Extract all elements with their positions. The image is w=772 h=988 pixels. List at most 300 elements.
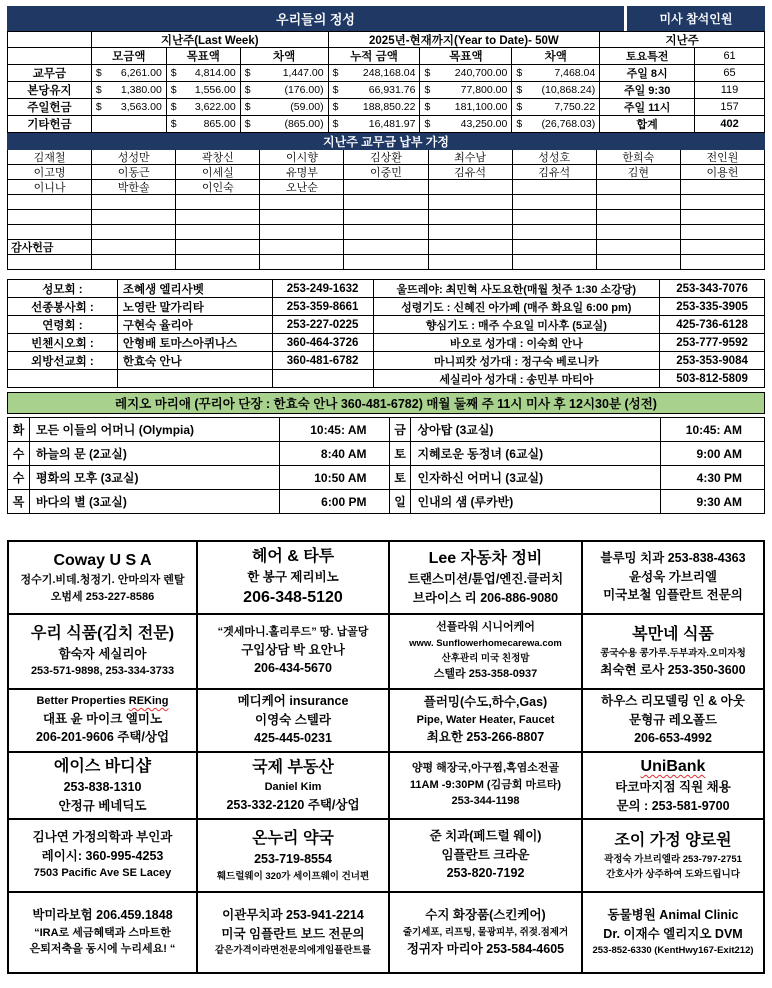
ad-line: 국제 부동산 xyxy=(252,758,334,776)
donor-cell xyxy=(513,195,597,210)
schedule-day: 금 xyxy=(390,418,412,442)
offering-row xyxy=(8,65,765,82)
donors-grid xyxy=(7,150,765,270)
ad-cell xyxy=(9,542,198,615)
subheader-cell: 누적 금액 xyxy=(329,48,421,65)
donor-cell xyxy=(92,255,176,270)
dollar-sign: $ xyxy=(424,118,431,130)
ad-line: 온누리 약국 xyxy=(252,829,334,847)
schedule-time: 10:45: AM xyxy=(661,418,765,442)
ad-line: 한 봉구 제리비노 xyxy=(247,569,339,584)
ad-line: 253-332-2120 주택/상업 xyxy=(226,797,360,812)
dollar-sign: $ xyxy=(332,101,339,113)
dollar-sign: $ xyxy=(424,101,431,113)
donor-cell xyxy=(344,225,428,240)
ad-line: 문형규 레오폴드 xyxy=(629,712,717,727)
donor-cell xyxy=(344,180,428,195)
ad-line: 동물병원 Animal Clinic xyxy=(607,908,739,923)
amount-cell xyxy=(420,65,512,82)
dollar-sign: $ xyxy=(424,67,431,79)
ad-cell xyxy=(390,542,583,615)
ad-cell xyxy=(583,690,763,753)
donor-cell xyxy=(513,240,597,255)
contact-right-phone: 425-736-6128 xyxy=(660,316,765,334)
dollar-sign: $ xyxy=(424,84,431,96)
dollar-sign: $ xyxy=(95,67,102,79)
amount-value: 4,814.00 xyxy=(194,67,236,79)
donor-cell: 김유석 xyxy=(513,165,597,180)
schedule-time: 6:00 PM xyxy=(280,490,390,514)
ad-line: 이관무치과 253-941-2214 xyxy=(222,908,364,923)
ad-line: 박미라보험 206.459.1848 xyxy=(32,908,173,923)
donor-cell: 김유석 xyxy=(429,165,513,180)
ad-cell xyxy=(198,893,390,972)
dollar-sign: $ xyxy=(244,101,251,113)
amount-value: 188,850.22 xyxy=(362,101,416,113)
contact-person: 구현숙 율리아 xyxy=(118,316,273,334)
ad-line: 구입상담 박 요안나 xyxy=(241,642,345,657)
amount-value: 181,100.00 xyxy=(454,101,508,113)
ad-line: 브라이스 리 206-886-9080 xyxy=(412,590,559,605)
dollar-sign: $ xyxy=(170,67,177,79)
ad-line: 타코마지점 직원 채용 xyxy=(615,779,731,794)
amount-value: 248,168.04 xyxy=(362,67,416,79)
contact-person: 안형배 토마스아퀴나스 xyxy=(118,334,273,352)
amount-cell xyxy=(92,116,167,133)
contact-person: 노영란 말가리타 xyxy=(118,298,273,316)
dollar-sign: $ xyxy=(516,67,523,79)
donor-cell xyxy=(176,255,260,270)
donor-cell: 김재철 xyxy=(8,150,92,165)
ad-line: 253-719-8554 xyxy=(254,851,332,866)
contact-right-phone: 253-777-9592 xyxy=(660,334,765,352)
donor-cell xyxy=(681,240,765,255)
amount-cell xyxy=(512,116,600,133)
dollar-sign: $ xyxy=(95,101,102,113)
donor-cell: 이고명 xyxy=(8,165,92,180)
amount-value: 66,931.76 xyxy=(368,84,416,96)
amount-cell xyxy=(512,65,600,82)
amount-cell xyxy=(420,82,512,99)
ad-line: 스텔라 253-358-0937 xyxy=(433,667,538,680)
ads-grid xyxy=(7,540,765,974)
contact-phone: 253-227-0225 xyxy=(273,316,374,334)
amount-cell xyxy=(329,99,421,116)
donor-cell xyxy=(92,210,176,225)
schedule-time: 10:50 AM xyxy=(280,466,390,490)
donor-cell: 이용헌 xyxy=(681,165,765,180)
ad-line: Coway U S A xyxy=(53,551,152,569)
ad-line: 줄기세포, 리프팅, 물광피부, 쥐젖.점제거 xyxy=(402,926,569,938)
ad-line: 준 치과(페드럴 웨이) xyxy=(429,829,542,844)
donor-cell xyxy=(8,225,92,240)
contact-right-info: 성령기도 : 신혜진 아가페 (매주 화요일 6:00 pm) xyxy=(374,298,661,316)
ad-line: 산후관리 미국 친정맘 xyxy=(441,653,530,664)
contact-row xyxy=(8,298,765,316)
ad-line: 대표 윤 마이크 엘미노 xyxy=(42,711,163,726)
ad-cell xyxy=(390,893,583,972)
amount-cell xyxy=(329,65,421,82)
amount-value: 240,700.00 xyxy=(454,67,508,79)
schedule-name: 하늘의 문 (2교실) xyxy=(30,442,280,466)
amount-value: 1,380.00 xyxy=(120,84,162,96)
donor-cell: 전인원 xyxy=(681,150,765,165)
ad-line: 수지 화장품(스킨케어) xyxy=(425,908,546,923)
ad-cell xyxy=(198,690,390,753)
ad-cell xyxy=(198,820,390,893)
amount-cell xyxy=(420,99,512,116)
donor-cell: 최수남 xyxy=(429,150,513,165)
ad-line: 253-820-7192 xyxy=(446,866,525,881)
donor-cell xyxy=(260,255,344,270)
contacts-table xyxy=(7,279,765,388)
donor-cell xyxy=(8,195,92,210)
amount-value: 7,468.04 xyxy=(554,67,596,79)
amount-value: (26,768.03) xyxy=(541,118,596,130)
ad-line: “IRA로 세금혜택과 스마트한 xyxy=(34,926,171,939)
contact-org: 연령회 : xyxy=(8,316,118,334)
amount-value: 1,556.00 xyxy=(194,84,236,96)
donor-cell xyxy=(681,195,765,210)
ad-line: 문의 : 253-581-9700 xyxy=(616,798,730,813)
ad-cell xyxy=(198,542,390,615)
donor-cell xyxy=(681,255,765,270)
ad-line: 206-348-5120 xyxy=(243,589,343,607)
subheader-cell: 모금액 xyxy=(92,48,167,65)
ad-line: 메디케어 insurance xyxy=(237,694,349,708)
ad-line: 복만네 식품 xyxy=(632,625,714,643)
contact-phone: 253-359-8661 xyxy=(273,298,374,316)
ad-cell xyxy=(9,820,198,893)
amount-cell xyxy=(241,116,329,133)
ad-line: www. Sunflowerhomecarewa.com xyxy=(409,638,562,650)
ad-line: 정수기.비데.청정기. 안마의자 렌탈 xyxy=(20,573,185,586)
ad-cell xyxy=(390,820,583,893)
ad-line: 우리 식품(김치 전문) xyxy=(30,624,175,642)
contact-phone: 360-464-3726 xyxy=(273,334,374,352)
amount-cell xyxy=(420,116,512,133)
ad-line: 트랜스미션/튠업/엔진.클러치 xyxy=(407,571,564,586)
ad-line: 253-571-9898, 253-334-3733 xyxy=(30,665,175,678)
schedule-table xyxy=(7,417,765,514)
ad-line: 콩국수용 콩가루.두부과자.오미자청 xyxy=(600,647,746,659)
donor-cell xyxy=(176,240,260,255)
ad-line-wavy: REKing xyxy=(128,694,169,707)
schedule-row xyxy=(8,466,765,490)
attendance-count: 402 xyxy=(695,116,765,133)
dollar-sign: $ xyxy=(244,84,251,96)
schedule-name: 상아탑 (3교실) xyxy=(411,418,661,442)
offering-row-label: 기타헌금 xyxy=(8,116,92,133)
schedule-time: 9:30 AM xyxy=(661,490,765,514)
group-header-ytd: 2025년-현재까지(Year to Date)- 50W xyxy=(329,32,601,48)
contact-org: 빈첸시오회 : xyxy=(8,334,118,352)
amount-cell xyxy=(512,99,600,116)
ad-cell xyxy=(9,615,198,690)
donor-cell xyxy=(344,195,428,210)
donor-cell xyxy=(597,240,681,255)
ad-line: 윤성욱 가브리엘 xyxy=(629,569,717,584)
ad-line: 미국보철 임플란트 전문의 xyxy=(603,588,743,603)
schedule-name: 지혜로운 동정녀 (6교실) xyxy=(411,442,661,466)
ad-line: Pipe, Water Heater, Faucet xyxy=(416,713,555,726)
contact-org xyxy=(8,370,118,388)
dollar-sign: $ xyxy=(170,101,177,113)
donor-cell xyxy=(681,180,765,195)
schedule-row xyxy=(8,442,765,466)
ad-line: 253-852-6330 (KentHwy167-Exit212) xyxy=(592,945,754,957)
amount-cell xyxy=(241,82,329,99)
amount-cell xyxy=(167,99,241,116)
donor-cell xyxy=(429,255,513,270)
donor-cell: 한희숙 xyxy=(597,150,681,165)
offering-row-label: 주일헌금 xyxy=(8,99,92,116)
amount-cell xyxy=(241,65,329,82)
ad-line: 선플라워 시니어케어 xyxy=(436,621,535,634)
amount-value: (865.00) xyxy=(284,118,324,130)
offering-subheader-row xyxy=(8,48,765,65)
ad-cell xyxy=(9,753,198,820)
donor-cell xyxy=(260,225,344,240)
schedule-row xyxy=(8,418,765,442)
schedule-time: 10:45: AM xyxy=(280,418,390,442)
amount-cell xyxy=(329,82,421,99)
donor-cell xyxy=(344,240,428,255)
contact-phone xyxy=(273,370,374,388)
donor-cell: 감사헌금 xyxy=(8,240,92,255)
donor-cell: 이니나 xyxy=(8,180,92,195)
contact-right-phone: 253-353-9084 xyxy=(660,352,765,370)
amount-value: 7,750.22 xyxy=(554,101,596,113)
donor-cell xyxy=(513,255,597,270)
ad-line xyxy=(641,757,706,777)
ad-line: Daniel Kim xyxy=(264,780,322,793)
amount-cell xyxy=(241,99,329,116)
ad-line: 헤어 & 타투 xyxy=(251,547,335,565)
ad-line: 김나연 가정의학과 부인과 xyxy=(32,830,173,845)
donor-cell: 이세실 xyxy=(176,165,260,180)
ad-cell xyxy=(583,893,763,972)
ad-line: 오범세 253-227-8586 xyxy=(50,590,155,603)
ad-line: 에이스 바디샵 xyxy=(53,757,152,775)
donor-cell xyxy=(429,225,513,240)
attendance-count: 65 xyxy=(695,65,765,82)
donor-cell xyxy=(429,210,513,225)
schedule-time: 4:30 PM xyxy=(661,466,765,490)
offering-row-label: 교무금 xyxy=(8,65,92,82)
donor-cell xyxy=(8,255,92,270)
contact-org: 성모회 : xyxy=(8,280,118,298)
donor-cell xyxy=(92,240,176,255)
donor-cell xyxy=(597,180,681,195)
dollar-sign: $ xyxy=(516,84,523,96)
dollar-sign: $ xyxy=(332,84,339,96)
dollar-sign: $ xyxy=(244,118,251,130)
donor-cell: 김상환 xyxy=(344,150,428,165)
schedule-row xyxy=(8,490,765,514)
ad-line: 11AM -9:30PM (김금회 마르타) xyxy=(409,778,562,791)
amount-value: 6,261.00 xyxy=(120,67,162,79)
amount-value: 3,563.00 xyxy=(120,101,162,113)
ad-line: 함숙자 세실리아 xyxy=(58,646,147,661)
offering-group-header-row xyxy=(8,32,765,48)
donor-cell xyxy=(513,180,597,195)
amount-value: 3,622.00 xyxy=(194,101,236,113)
contact-right-phone: 253-335-3905 xyxy=(660,298,765,316)
ad-line: 미국 임플란트 보드 전문의 xyxy=(221,926,365,941)
offering-row xyxy=(8,116,765,133)
attendance-count: 61 xyxy=(695,48,765,65)
ad-cell xyxy=(198,753,390,820)
ad-line: 253-344-1198 xyxy=(451,795,520,808)
ad-line: 425-445-0231 xyxy=(254,731,332,746)
contact-row xyxy=(8,370,765,388)
donor-cell xyxy=(429,195,513,210)
dollar-sign: $ xyxy=(170,118,177,130)
donor-cell: 이중민 xyxy=(344,165,428,180)
offering-rows xyxy=(8,65,765,133)
amount-value: (59.00) xyxy=(290,101,324,113)
schedule-time: 9:00 AM xyxy=(661,442,765,466)
donor-cell xyxy=(597,195,681,210)
group-header-attendance: 지난주 xyxy=(600,32,765,48)
donor-cell: 이시향 xyxy=(260,150,344,165)
ad-line: 최숙현 로사 253-350-3600 xyxy=(600,662,746,677)
donor-cell: 오난순 xyxy=(260,180,344,195)
offering-title: 우리들의 정성 xyxy=(7,6,627,31)
subheader-cell: 목표액 xyxy=(420,48,512,65)
dollar-sign: $ xyxy=(332,67,339,79)
schedule-name: 바다의 별 (3교실) xyxy=(30,490,280,514)
group-header-lastweek: 지난주(Last Week) xyxy=(92,32,329,48)
donor-cell: 성성호 xyxy=(513,150,597,165)
offering-title-row xyxy=(7,6,765,31)
ad-line: 206-434-5670 xyxy=(254,661,332,676)
contact-right-phone: 253-343-7076 xyxy=(660,280,765,298)
amount-value: 43,250.00 xyxy=(460,118,508,130)
donor-cell: 곽창신 xyxy=(176,150,260,165)
attendance-label: 토요특전 xyxy=(600,48,695,65)
donor-cell xyxy=(597,255,681,270)
amount-value: (10,868.24) xyxy=(541,84,596,96)
donor-cell xyxy=(429,180,513,195)
ad-line: 은퇴저축을 동시에 누리세요! “ xyxy=(29,943,176,956)
ad-line: Better Properties REKing xyxy=(36,694,169,707)
donor-cell xyxy=(429,240,513,255)
contact-right-info: 마니피캇 성가대 : 정구숙 베로니카 xyxy=(374,352,661,370)
dollar-sign: $ xyxy=(95,84,102,96)
amount-value: 16,481.97 xyxy=(368,118,416,130)
ad-cell xyxy=(583,615,763,690)
ad-cell xyxy=(198,615,390,690)
ad-cell xyxy=(390,690,583,753)
ad-line: 안정규 베네딕도 xyxy=(58,798,147,813)
contact-row xyxy=(8,334,765,352)
contact-row xyxy=(8,280,765,298)
ad-line: 최요한 253-266-8807 xyxy=(426,730,545,745)
schedule-day: 수 xyxy=(8,442,30,466)
donor-cell xyxy=(92,195,176,210)
donor-cell xyxy=(92,225,176,240)
ad-line-wavy: UniBank xyxy=(640,757,706,775)
donor-cell xyxy=(176,225,260,240)
contact-org: 외방선교회 : xyxy=(8,352,118,370)
attendance-label: 주일 11시 xyxy=(600,99,695,116)
ad-cell xyxy=(9,893,198,972)
ad-cell xyxy=(390,753,583,820)
donor-cell: 유명부 xyxy=(260,165,344,180)
donor-cell: 박한솔 xyxy=(92,180,176,195)
offering-grid xyxy=(7,31,765,133)
contact-person: 한효숙 안나 xyxy=(118,352,273,370)
ad-line: 206-201-9606 주택/상업 xyxy=(35,730,170,745)
schedule-time: 8:40 AM xyxy=(280,442,390,466)
attendance-label: 주일 9:30 xyxy=(600,82,695,99)
dollar-sign: $ xyxy=(170,84,177,96)
ad-line: 하우스 리모델링 인 & 아웃 xyxy=(601,694,745,708)
contact-person xyxy=(118,370,273,388)
corner-cell xyxy=(8,32,92,48)
ad-cell xyxy=(583,753,763,820)
amount-cell xyxy=(329,116,421,133)
donor-cell xyxy=(176,210,260,225)
ad-cell xyxy=(583,820,763,893)
donor-cell xyxy=(681,210,765,225)
offering-section xyxy=(7,6,765,133)
amount-cell xyxy=(512,82,600,99)
corner-cell xyxy=(8,48,92,65)
dollar-sign: $ xyxy=(516,118,523,130)
amount-value: (176.00) xyxy=(284,84,324,96)
contact-row xyxy=(8,352,765,370)
subheader-cell: 차액 xyxy=(241,48,329,65)
ad-line: 블루밍 치과 253-838-4363 xyxy=(600,551,746,566)
donor-cell xyxy=(681,225,765,240)
amount-value: 77,800.00 xyxy=(460,84,508,96)
offering-row-label: 본당유지 xyxy=(8,82,92,99)
donor-cell: 성성만 xyxy=(92,150,176,165)
schedule-name: 인자하신 어머니 (3교실) xyxy=(411,466,661,490)
contact-right-info: 향심기도 : 매주 수요일 미사후 (5교실) xyxy=(374,316,661,334)
schedule-day: 화 xyxy=(8,418,30,442)
attendance-title: 미사 참석인원 xyxy=(627,6,765,31)
donor-cell xyxy=(176,195,260,210)
contact-right-phone: 503-812-5809 xyxy=(660,370,765,388)
ad-line: 206-653-4992 xyxy=(634,731,712,746)
ad-line: 정귀자 마리아 253-584-4605 xyxy=(406,941,565,956)
subheader-cell: 목표액 xyxy=(167,48,241,65)
ad-cell xyxy=(9,690,198,753)
ad-line: 7503 Pacific Ave SE Lacey xyxy=(33,867,172,880)
contact-right-info: 울뜨레야: 최민혁 사도요한(매월 첫주 1:30 소강당) xyxy=(374,280,661,298)
contact-org: 선종봉사회 : xyxy=(8,298,118,316)
donor-cell xyxy=(260,195,344,210)
schedule-day: 토 xyxy=(390,442,412,466)
schedule-name: 모든 이들의 어머니 (Olympia) xyxy=(30,418,280,442)
ad-line: 간호사가 상주하여 도와드립니다 xyxy=(606,868,740,880)
donor-cell: 이인숙 xyxy=(176,180,260,195)
ad-line: Lee 자동차 정비 xyxy=(428,549,543,567)
ad-line: 곽정숙 가브리엘라 253-797-2751 xyxy=(604,853,742,865)
ad-cell xyxy=(390,615,583,690)
schedule-day: 수 xyxy=(8,466,30,490)
donor-cell xyxy=(260,210,344,225)
attendance-label: 합계 xyxy=(600,116,695,133)
attendance-label: 주일 8시 xyxy=(600,65,695,82)
donor-cell xyxy=(344,210,428,225)
legio-banner: 레지오 마리애 (꾸리아 단장 : 한효숙 안나 360-481-6782) 매월 둘째 주 11시 미사 후 12시30분 (성전) xyxy=(7,392,765,414)
contact-right-info: 바오로 성가대 : 이숙희 안나 xyxy=(374,334,661,352)
